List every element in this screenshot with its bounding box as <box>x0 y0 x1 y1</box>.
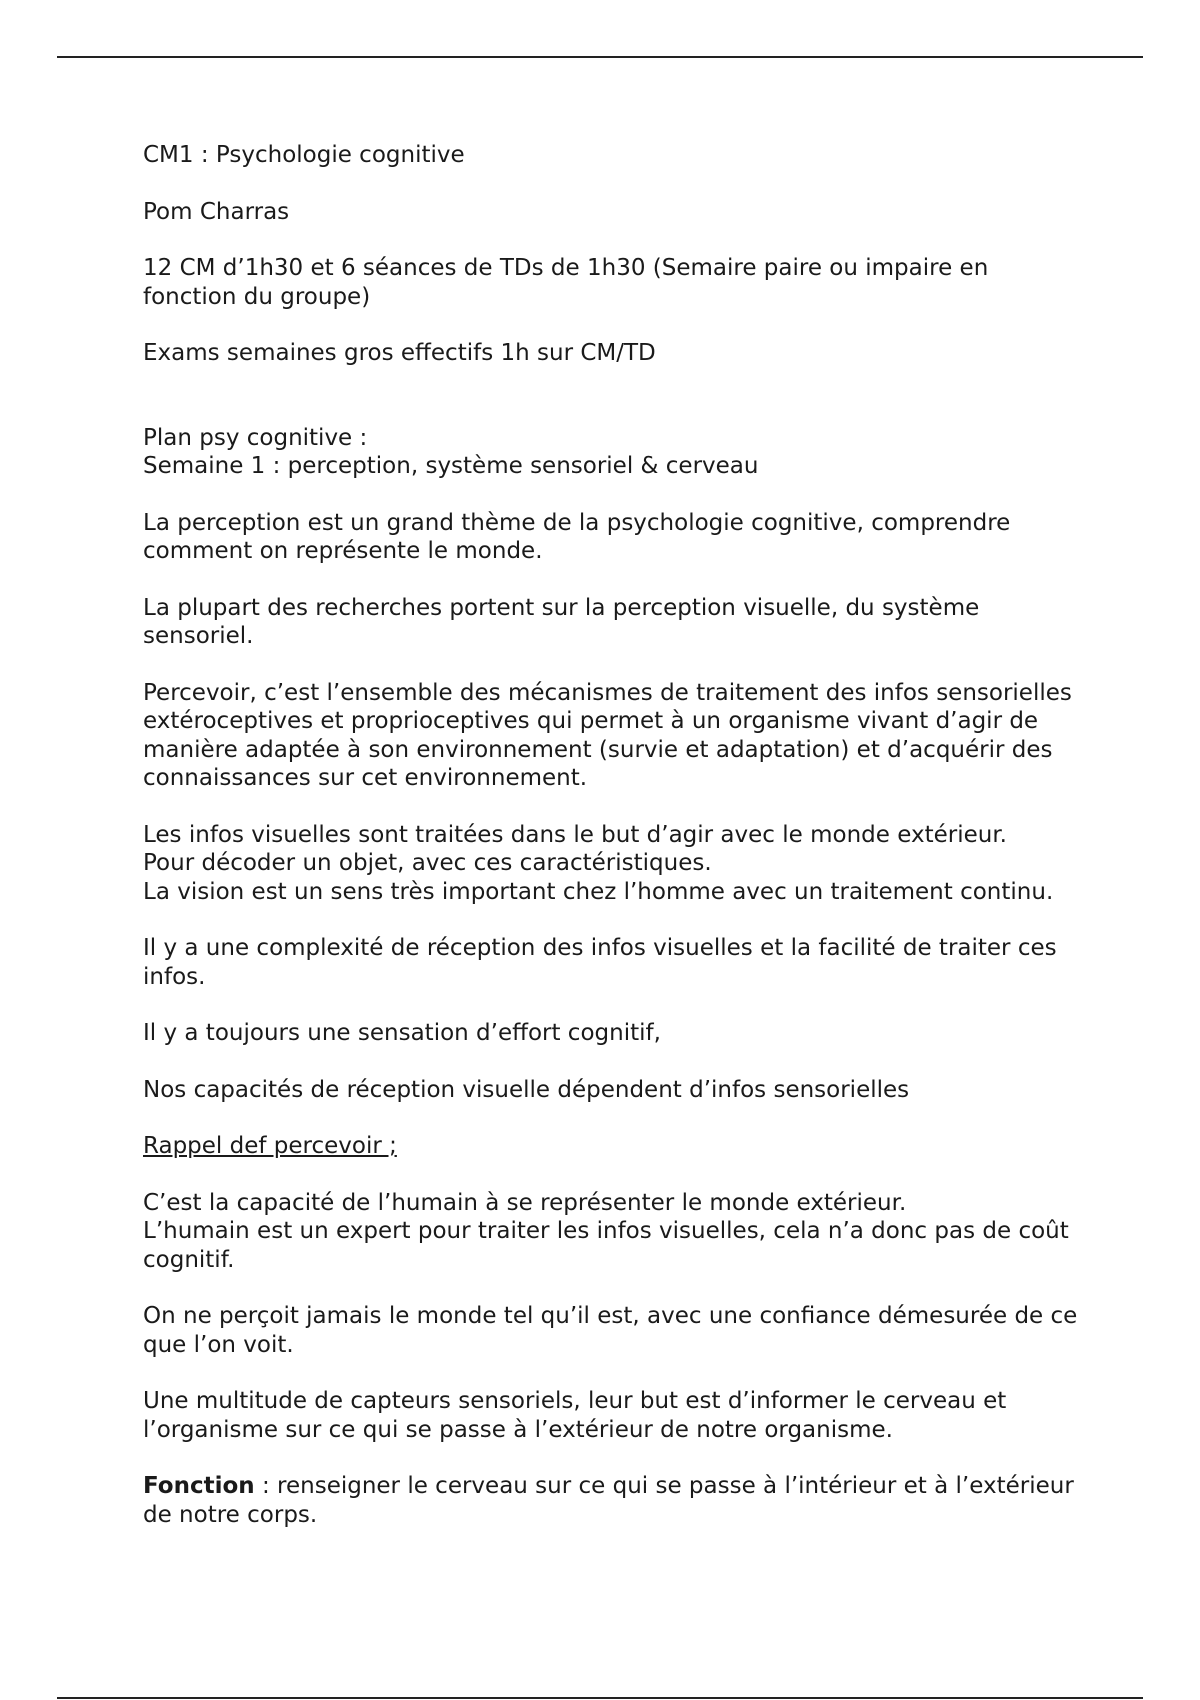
plan-heading: Plan psy cognitive : <box>143 424 368 451</box>
document-body <box>143 141 1083 1557</box>
paragraph-complexity: Il y a une complexité de réception des infos visuelles et la facilité de traiter ces infos. <box>143 935 1057 990</box>
paragraph-capacity-human <box>143 1189 1083 1275</box>
document-title: CM1 : Psychologie cognitive <box>143 142 465 168</box>
fonction-text: : renseigner le cerveau sur ce qui se passe à l’intérieur et à l’extérieur de notre corps. <box>143 1473 1074 1528</box>
fonction-label: Fonction <box>143 1473 255 1499</box>
visual-infos-line3: La vision est un sens très important chez l’homme avec un traitement continu. <box>143 878 1054 905</box>
paragraph-visual-infos <box>143 821 1083 907</box>
paragraph-effort: Il y a toujours une sensation d’effort cognitif, <box>143 1020 661 1046</box>
paragraph-perception-confidence: On ne perçoit jamais le monde tel qu’il est, avec une confiance démesurée de ce que l’on voit. <box>143 1303 1078 1358</box>
exams-paragraph: Exams semaines gros effectifs 1h sur CM/TD <box>143 340 656 366</box>
visual-infos-line2: Pour décoder un objet, avec ces caractéristiques. <box>143 850 712 876</box>
capacity-line2: L’humain est un expert pour traiter les infos visuelles, cela n’a donc pas de coût cognitif. <box>143 1218 1069 1273</box>
capacity-line1: C’est la capacité de l’humain à se représenter le monde extérieur. <box>143 1189 907 1216</box>
paragraph-fonction <box>143 1472 1083 1529</box>
paragraph-perception-theme: La perception est un grand thème de la psychologie cognitive, comprendre comment on représente le monde. <box>143 509 1011 564</box>
author-name: Pom Charras <box>143 198 290 225</box>
paragraph-capacities: Nos capacités de réception visuelle dépendent d’infos sensorielles <box>143 1076 910 1103</box>
rappel-heading-text: Rappel def percevoir ; <box>143 1133 397 1159</box>
visual-infos-line1: Les infos visuelles sont traitées dans le but d’agir avec le monde extérieur. <box>143 821 1007 848</box>
paragraph-percevoir-definition: Percevoir, c’est l’ensemble des mécanismes de traitement des infos sensorielles extéroceptives et proprioceptives qui permet à un organisme vivant d’agir de manière adaptée à son environnement (survie et adaptation) et d’acquérir des connaissances sur cet environnement. <box>143 679 1072 791</box>
bottom-rule <box>57 1697 1143 1699</box>
paragraph-sensors: Une multitude de capteurs sensoriels, leur but est d’informer le cerveau et l’organisme sur ce qui se passe à l’extérieur de notre organisme. <box>143 1388 1007 1443</box>
rappel-heading <box>143 1132 1083 1161</box>
top-rule <box>57 56 1143 58</box>
paragraph-visual-research: La plupart des recherches portent sur la perception visuelle, du système sensoriel. <box>143 594 980 649</box>
plan-week1: Semaine 1 : perception, système sensoriel & cerveau <box>143 453 759 479</box>
schedule-paragraph: 12 CM d’1h30 et 6 séances de TDs de 1h30 (Semaire paire ou impaire en fonction du groupe) <box>143 255 989 310</box>
